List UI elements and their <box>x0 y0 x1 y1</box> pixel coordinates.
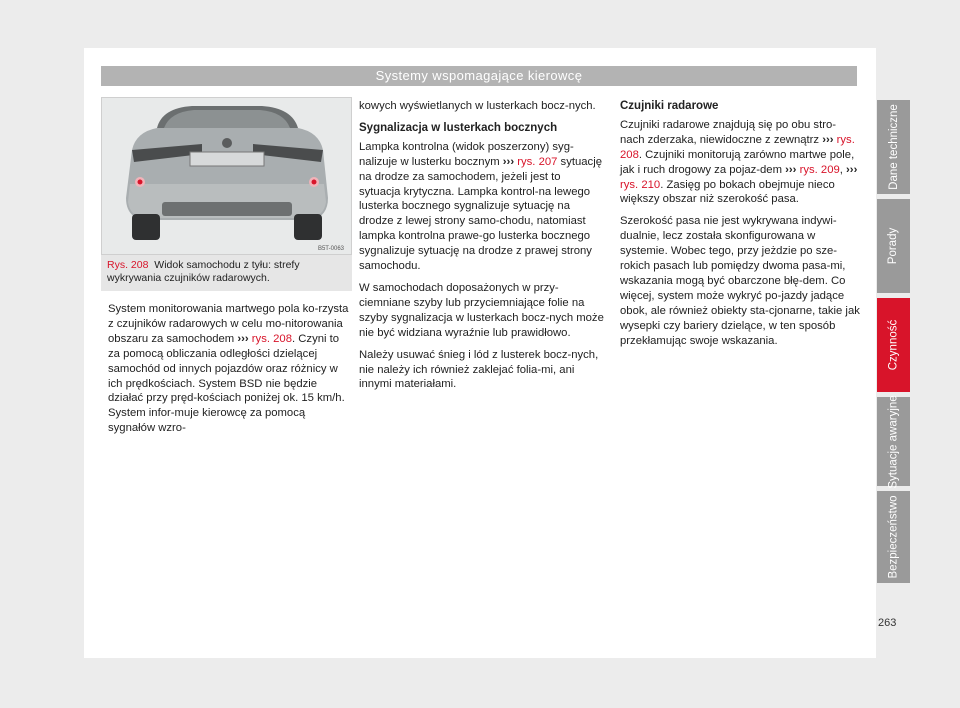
link-rys-207[interactable]: rys. 207 <box>514 155 558 168</box>
paragraph: Należy usuwać śnieg i lód z lusterek bocz-nych, nie należy ich również zaklejać folia-mi, ani innymi materiałami. <box>359 348 599 391</box>
link-rys-208[interactable]: rys. 208 <box>620 133 855 161</box>
tab-porady[interactable]: Porady <box>877 199 910 293</box>
caption-ref: Rys. 208 <box>107 259 149 271</box>
link-rys-208[interactable]: rys. 208 <box>248 332 292 345</box>
page-header: Systemy wspomagające kierowcę <box>101 66 857 86</box>
paragraph: System monitorowania martwego pola ko-rzysta z czujników radarowych w celu mo-nitorowania obszaru za samochodem ››› rys. 208. Czyni to za pomocą obliczania odległości dzielącej samochód od innych pojazdów oraz różnicy w ich prędkościach. System BSD nie będzie działać przy pręd-kościach poniżej ok. 15 km/h. System infor-muje kierowcę za pomocą sygnałów wzro- <box>108 303 349 435</box>
tab-czynnosc[interactable]: Czynność <box>877 298 910 392</box>
section-heading: Sygnalizacja w lusterkach bocznych <box>359 121 558 134</box>
paragraph: Lampka kontrolna (widok poszerzony) syg-nalizuje w lusterku bocznym ››› rys. 207 sytuację na drodze za samochodem, jeżeli jest to sytuacja krytyczna. Lampka kontrol-na lewego lusterka bocznego sygnalizuje sytuację na drodze z lewej strony samo-chodu, natomiast lampka kontrolna prawe-go lusterka bocznego sygnalizuje sytuację na drodze z prawej strony samochodu. <box>359 140 603 273</box>
figure-caption <box>101 255 352 291</box>
paragraph: Szerokość pasa nie jest wykrywana indywi-dualnie, lecz została skonfigurowana w systemie. Wobec tego, przy jeżdzie po sze-rokich pasach lub pomiędzy dwoma pasa-mi, wskazania mogą być obarczone błę-dem. Co więcej, system może wykryć po-jazdy jadące obok, ale również obiekty sta-cjonarne, takie jak wysepki czy bariery dzielące, w ten sposób przekłamując swoje wskazania. <box>620 215 860 347</box>
paragraph: kowych wyświetlanych w lusterkach bocz-nych. <box>359 100 596 112</box>
figure-code: B5T-0063 <box>317 246 344 252</box>
column-3 <box>620 99 860 356</box>
paragraph: W samochodach doposażonych w przy-ciemniane szyby lub przyciemniające folie na szyby sygnalizacja w lusterkach bocz-nych może nie być widziana wyraźnie lub prawidłowo. <box>359 281 604 339</box>
tab-sytuacje-awaryjne[interactable]: Sytuacje awaryjne <box>877 397 910 486</box>
tab-dane-techniczne[interactable]: Dane techniczne <box>877 100 910 194</box>
radar-sensor-left-icon <box>135 177 145 187</box>
link-rys-209[interactable]: rys. 209 <box>796 163 840 176</box>
paragraph: Czujniki radarowe znajdują się po obu stro-nach zderzaka, niewidoczne z zewnątrz ››› rys. 208. Czujniki monitorują zarówno martwe pole, jak i ruch drogowy za pojaz-dem ››› rys. 209, ››› rys. 210. Zasięg po bokach obejmuje nieco większy obszar niż szerokość pasa. <box>620 118 858 206</box>
link-rys-210[interactable]: rys. 210 <box>620 178 661 191</box>
page-number: 263 <box>878 617 897 629</box>
radar-sensor-right-icon <box>309 177 319 187</box>
column-2 <box>359 99 605 399</box>
section-heading: Czujniki radarowe <box>620 100 719 112</box>
caption-text: Widok samochodu z tyłu: strefy wykrywania czujników radarowych. <box>107 259 300 284</box>
column-1 <box>108 302 351 443</box>
figure-rear-car <box>101 97 352 255</box>
tab-bezpieczenstwo[interactable]: Bezpieczeństwo <box>877 491 910 583</box>
car-rear-illustration <box>102 98 351 254</box>
